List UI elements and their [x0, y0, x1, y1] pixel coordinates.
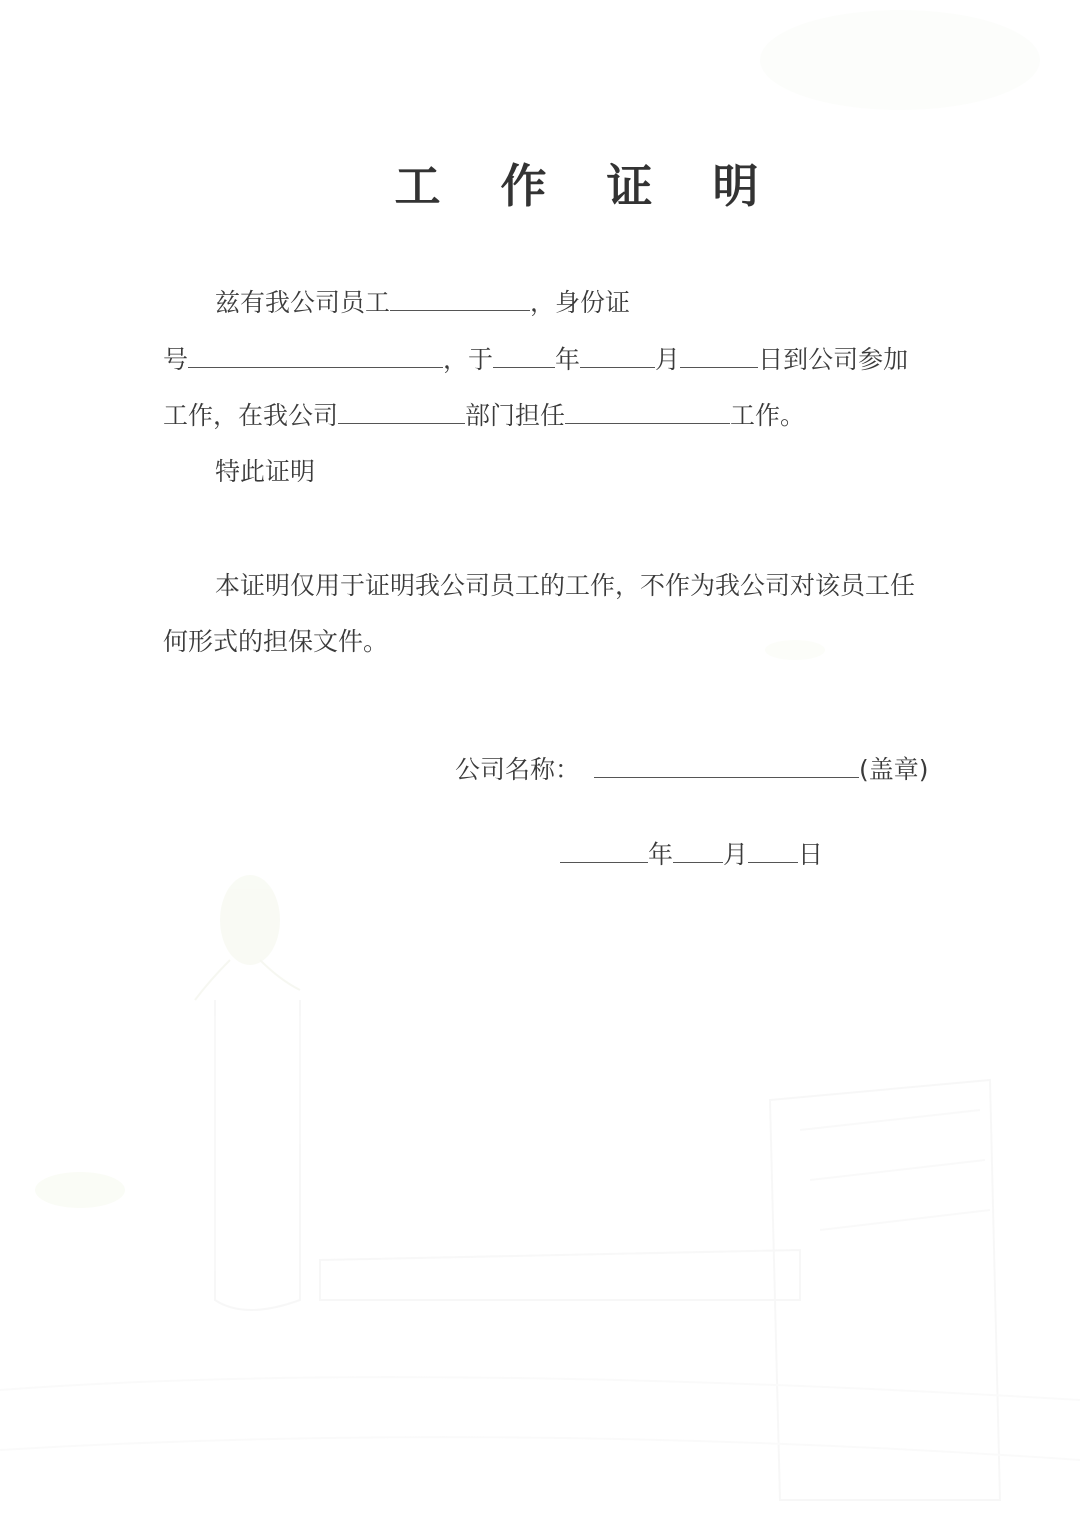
line1-prefix-text: 兹有我公司员工 — [215, 288, 391, 317]
start-day-blank[interactable] — [680, 345, 758, 368]
sign-month-blank[interactable] — [673, 840, 723, 863]
line1-suffix-text: ，身份证 — [530, 288, 631, 317]
position-blank[interactable] — [565, 401, 730, 424]
company-signature-line — [455, 753, 929, 787]
start-month-blank[interactable] — [580, 345, 655, 368]
seal-label: (盖章) — [859, 755, 929, 784]
signature-date-line — [560, 838, 823, 872]
company-name-label: 公司名称： — [455, 755, 581, 784]
line2-yu-text: ，于 — [443, 345, 494, 374]
document-title: 工 作 证 明 — [394, 159, 781, 213]
disclaimer-line1: 本证明仅用于证明我公司员工的工作，不作为我公司对该员工任 — [215, 571, 916, 600]
employee-name-blank[interactable] — [390, 288, 530, 311]
paragraph1-line2 — [163, 343, 908, 377]
sign-year-blank[interactable] — [560, 840, 648, 863]
paragraph1-line1 — [215, 286, 630, 320]
disclaimer-line2: 何形式的担保文件。 — [163, 627, 389, 656]
start-year-blank[interactable] — [493, 345, 555, 368]
line3-suffix-text: 工作。 — [730, 401, 806, 430]
sign-day-blank[interactable] — [748, 840, 798, 863]
sign-month-text: 月 — [723, 840, 749, 869]
sign-day-text: 日 — [798, 840, 824, 869]
line2-month-text: 月 — [655, 345, 681, 374]
line2-suffix-text: 日到公司参加 — [758, 345, 909, 374]
hereby-certify-text: 特此证明 — [215, 457, 316, 486]
line3-dept-text: 部门担任 — [465, 401, 566, 430]
line3-prefix-text: 工作，在我公司 — [163, 401, 339, 430]
sign-year-text: 年 — [648, 840, 674, 869]
department-blank[interactable] — [338, 401, 465, 424]
paragraph1-line3 — [163, 399, 805, 433]
line2-prefix-text: 号 — [163, 345, 189, 374]
company-name-blank[interactable] — [594, 755, 859, 778]
id-number-blank[interactable] — [188, 345, 443, 368]
line2-year-text: 年 — [555, 345, 581, 374]
